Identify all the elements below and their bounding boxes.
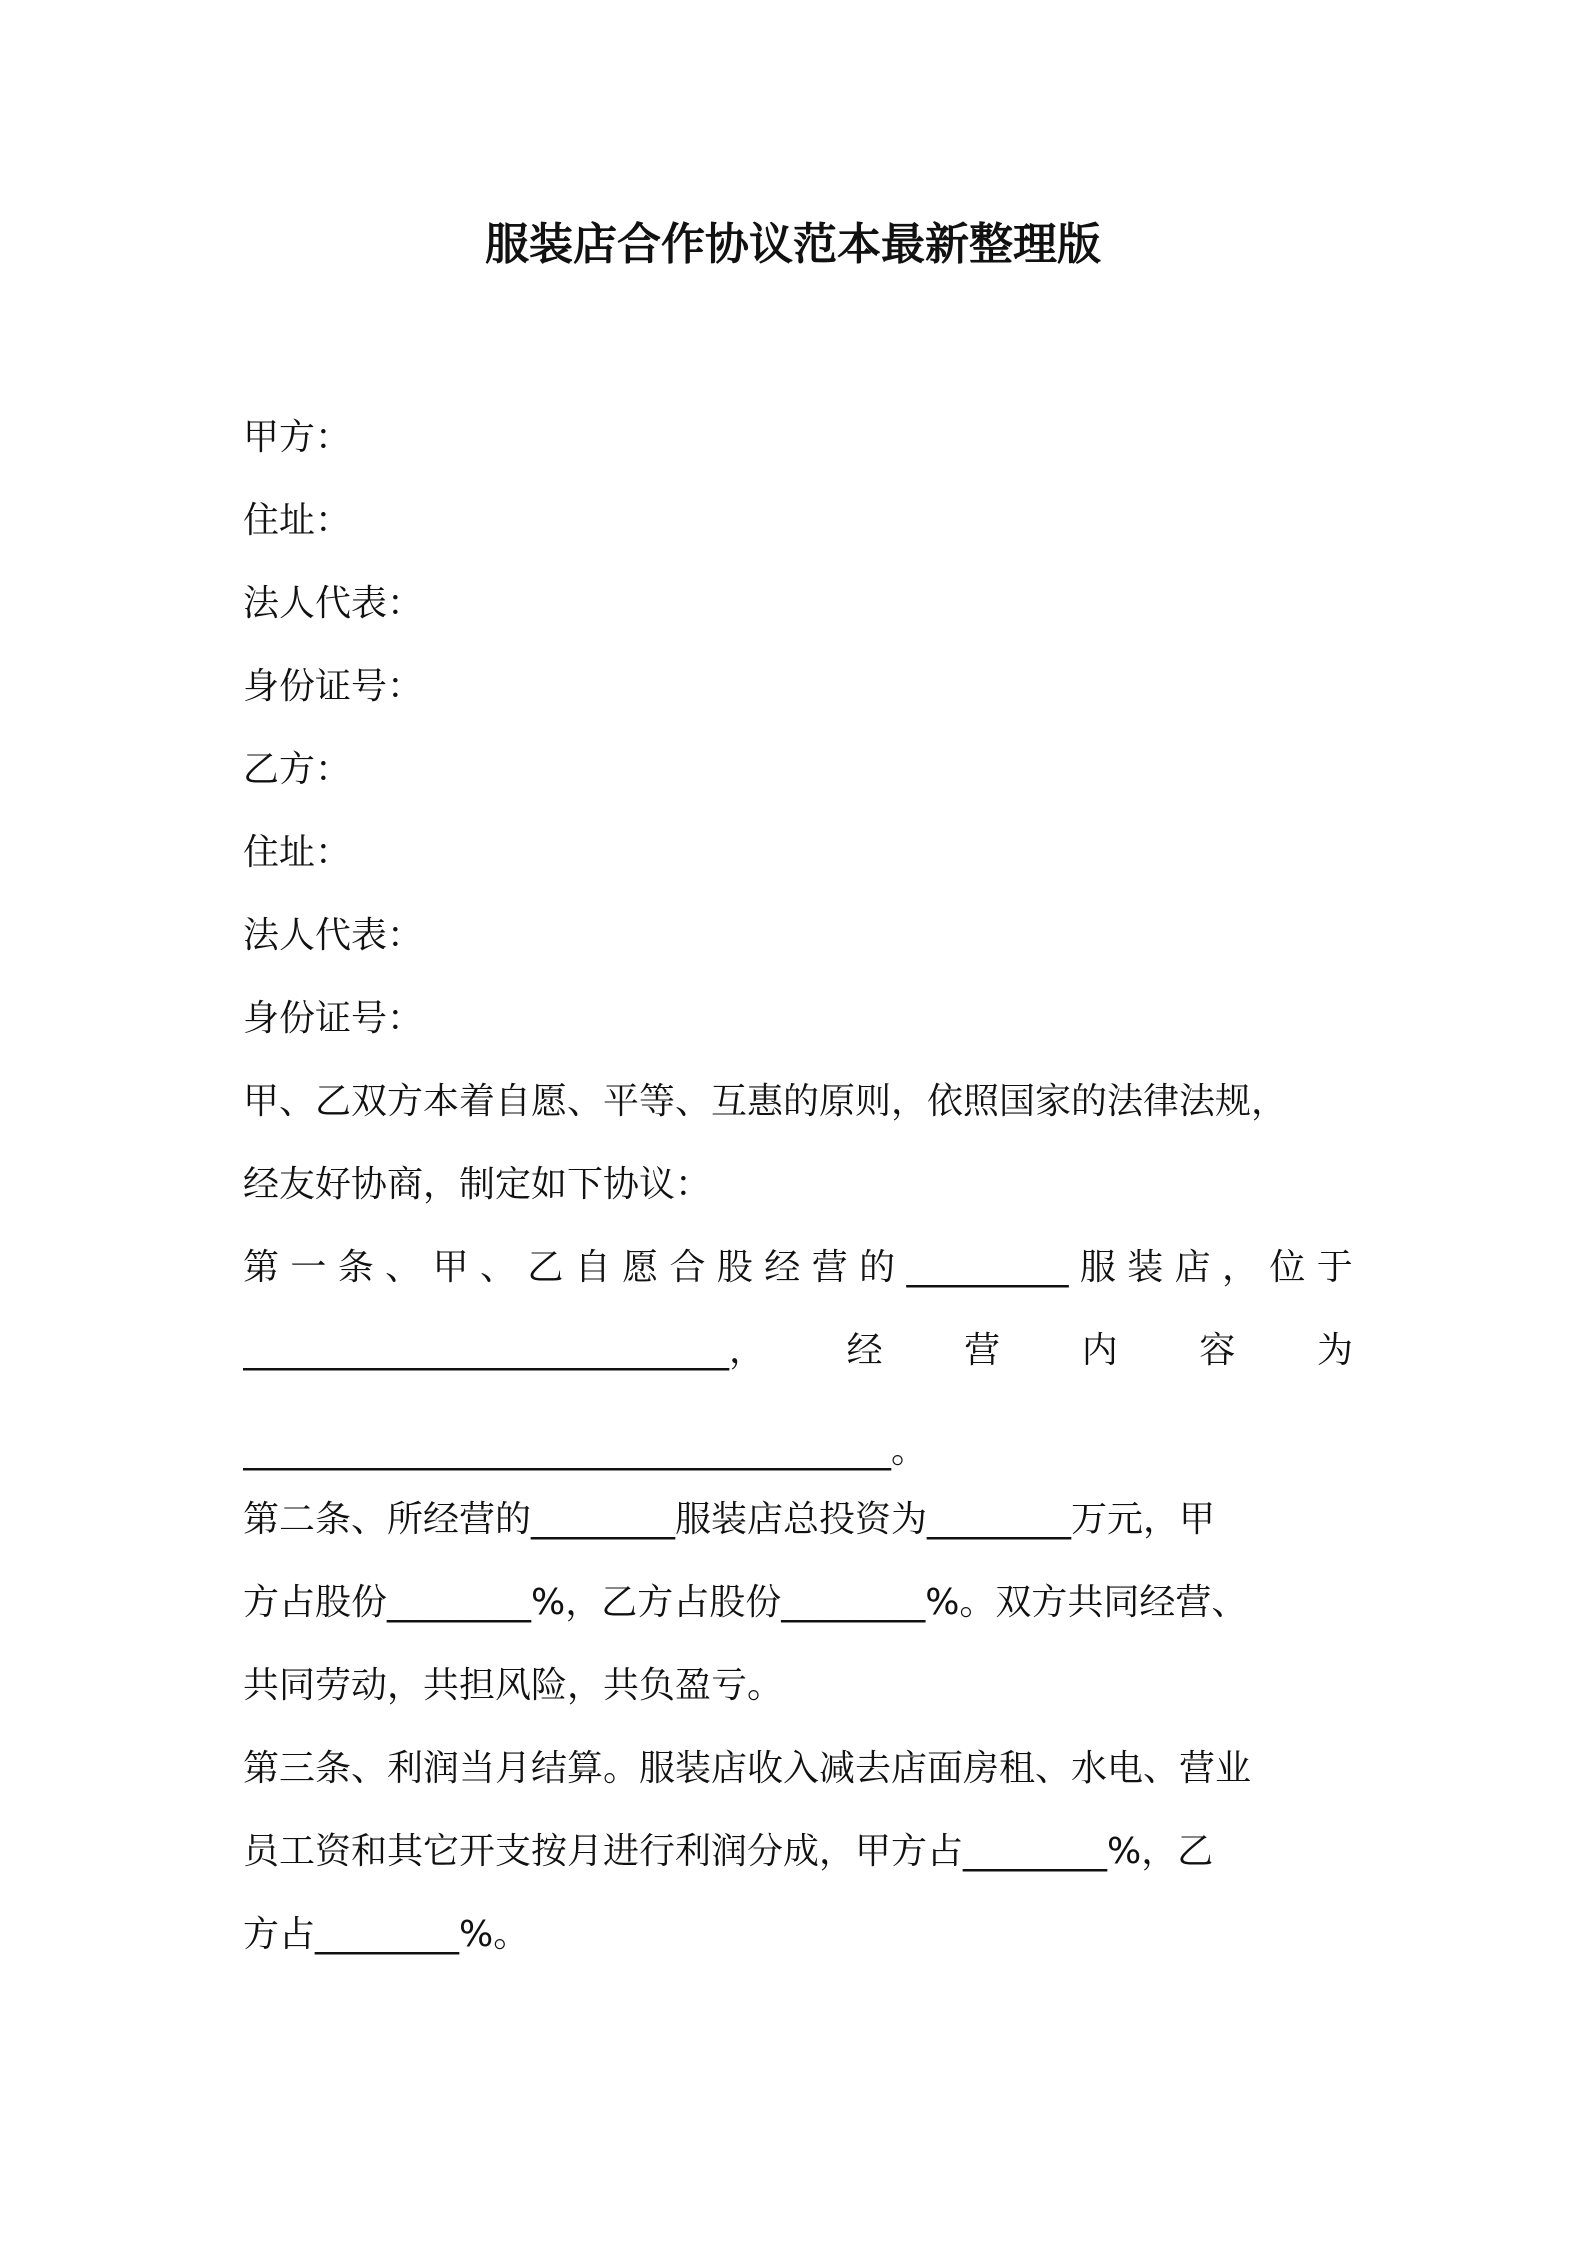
party-a-id-label: 身份证号：	[243, 666, 424, 707]
article1-blank: ___________________________，	[243, 1330, 765, 1371]
article1-char: 的	[859, 1247, 896, 1288]
article1-char: 经	[846, 1330, 883, 1371]
article1-char: 条	[337, 1247, 374, 1288]
party-b-legal-rep-label: 法人代表：	[243, 915, 424, 956]
article1-char: 营	[964, 1330, 1001, 1371]
article1-char: 乙	[527, 1247, 564, 1288]
article3-line: 第三条、利润当月结算。服装店收入减去店面房租、水电、营业	[243, 1748, 1252, 1789]
article1-char: 为	[1316, 1330, 1353, 1371]
article1-line: ____________________________________。	[243, 1430, 927, 1471]
party-a-address-label: 住址：	[243, 500, 352, 541]
preamble-line: 甲、乙双方本着自愿、平等、互惠的原则，依照国家的法律法规，	[243, 1081, 1288, 1122]
article1-char: 位	[1269, 1247, 1306, 1288]
article1-char: 容	[1199, 1330, 1236, 1371]
party-b-id-label: 身份证号：	[243, 998, 424, 1039]
party-a-name-label: 甲方：	[243, 417, 352, 458]
article1-char: 店	[1174, 1247, 1211, 1288]
party-a-legal-rep-label: 法人代表：	[243, 583, 424, 624]
article1-char: 合	[669, 1247, 706, 1288]
article1-char: 于	[1316, 1247, 1353, 1288]
article1-char: 、	[479, 1247, 516, 1288]
article1-char: 装	[1127, 1247, 1164, 1288]
preamble-line: 经友好协商，制定如下协议：	[243, 1164, 712, 1205]
article2-line: 方占股份________%，乙方占股份________%。双方共同经营、	[243, 1582, 1248, 1623]
article1-char: 一	[290, 1247, 327, 1288]
article3-line: 方占________%。	[243, 1914, 530, 1955]
article3-line: 员工资和其它开支按月进行利润分成，甲方占________%，乙	[243, 1831, 1214, 1872]
article1-char: 愿	[622, 1247, 659, 1288]
article1-char: 自	[574, 1247, 611, 1288]
article2-line: 共同劳动，共担风险，共负盈亏。	[243, 1665, 784, 1706]
article1-char: 第	[243, 1247, 280, 1288]
article1-char: 服	[1079, 1247, 1116, 1288]
article1-char: ，	[1222, 1247, 1259, 1288]
article1-char: 、	[385, 1247, 422, 1288]
article1-line	[243, 1323, 1353, 1379]
article1-char: 经	[764, 1247, 801, 1288]
document-title: 服装店合作协议范本最新整理版	[485, 219, 1101, 270]
article1-char: 内	[1081, 1330, 1118, 1371]
party-b-address-label: 住址：	[243, 832, 352, 873]
article1-char: 甲	[432, 1247, 469, 1288]
article1-blank: _________	[906, 1247, 1069, 1288]
article2-line: 第二条、所经营的________服装店总投资为________万元，甲	[243, 1499, 1216, 1540]
article1-char: 营	[811, 1247, 848, 1288]
article1-char: 股	[716, 1247, 753, 1288]
party-b-name-label: 乙方：	[243, 749, 352, 790]
article1-line	[243, 1240, 1353, 1296]
